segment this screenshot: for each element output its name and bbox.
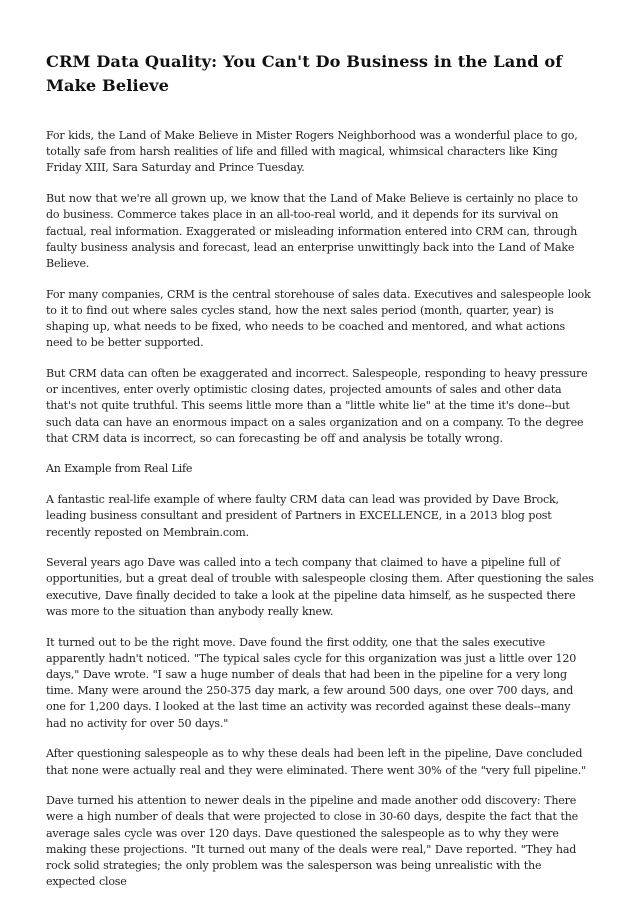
paragraph-eliminated-deals: After questioning salespeople as to why these deals had been left in the pipeline, Dave concluded that none were actually real and they were eliminated. There went 30% of the "very full pipeline.": [46, 747, 587, 777]
paragraph-intro: For kids, the Land of Make Believe in Mister Rogers Neighborhood was a wonderful place to go, totally safe from harsh realities of life and filled with magical, whimsical characters like King Friday XIII, Sara Saturday and Prince Tuesday.: [46, 129, 578, 175]
paragraph-crm-storehouse: For many companies, CRM is the central storehouse of sales data. Executives and salespeople look to it to find out where sales cycles stand, how the next sales period (month, quarter, year) is shaping up, what needs to be fixed, who needs to be coached and mentored, and what actions need to be better supported.: [46, 287, 591, 350]
paragraph-dave-brock: A fantastic real-life example of where faulty CRM data can lead was provided by Dave Brock, leading business consultant and president of Partners in EXCELLENCE, in a 2013 blog post recently reposted on Membrain.com.: [46, 493, 559, 539]
document-page: [46, 50, 594, 890]
section-subheading: An Example from Real Life: [46, 462, 193, 476]
paragraph-grown-up: But now that we're all grown up, we know that the Land of Make Believe is certainly no place to do business. Commerce takes place in an all-too-real world, and it depends for its survival on factual, real information. Exaggerated or misleading information entered into CRM can, through faulty business analysis and forecast, lead an enterprise unwittingly back into the Land of Make Believe.: [46, 192, 578, 270]
paragraph-exaggerated-data: But CRM data can often be exaggerated and incorrect. Salespeople, responding to heavy pressure or incentives, enter overly optimistic closing dates, projected amounts of sales and other data that's not quite truthful. This seems little more than a "little white lie" at the time it's done--but such data can have an enormous impact on a sales organization and on a company. To the degree that CRM data is incorrect, so can forecasting be off and analysis be totally wrong.: [46, 366, 588, 445]
paragraph-first-oddity: It turned out to be the right move. Dave found the first oddity, one that the sales executive apparently hadn't noticed. "The typical sales cycle for this organization was just a little over 120 days," Dave wrote. "I saw a huge number of deals that had been in the pipeline for a very long time. Many were around the 250-375 day mark, a few around 500 days, one over 700 days, and one for 1,200 days. I looked at the last time an activity was recorded against these deals--many had no activity for over 50 days.": [46, 635, 577, 730]
paragraph-newer-deals: Dave turned his attention to newer deals in the pipeline and made another odd discovery: There were a high number of deals that were projected to close in 30-60 days, despite the fact that the average sales cycle was over 120 days. Dave questioned the salespeople as to why they were making these projections. "It turned out many of the deals were real," Dave reported. "They had rock solid strategies; the only problem was the salesperson was being unrealistic with the expected close: [46, 794, 579, 889]
article-title: CRM Data Quality: You Can't Do Business in the Land of Make Believe: [46, 52, 563, 95]
paragraph-tech-company: Several years ago Dave was called into a tech company that claimed to have a pipeline full of opportunities, but a great deal of trouble with salespeople closing them. After questioning the sales executive, Dave finally decided to take a look at the pipeline data himself, as he suspected there was more to the situation than anybody really knew.: [46, 556, 594, 618]
